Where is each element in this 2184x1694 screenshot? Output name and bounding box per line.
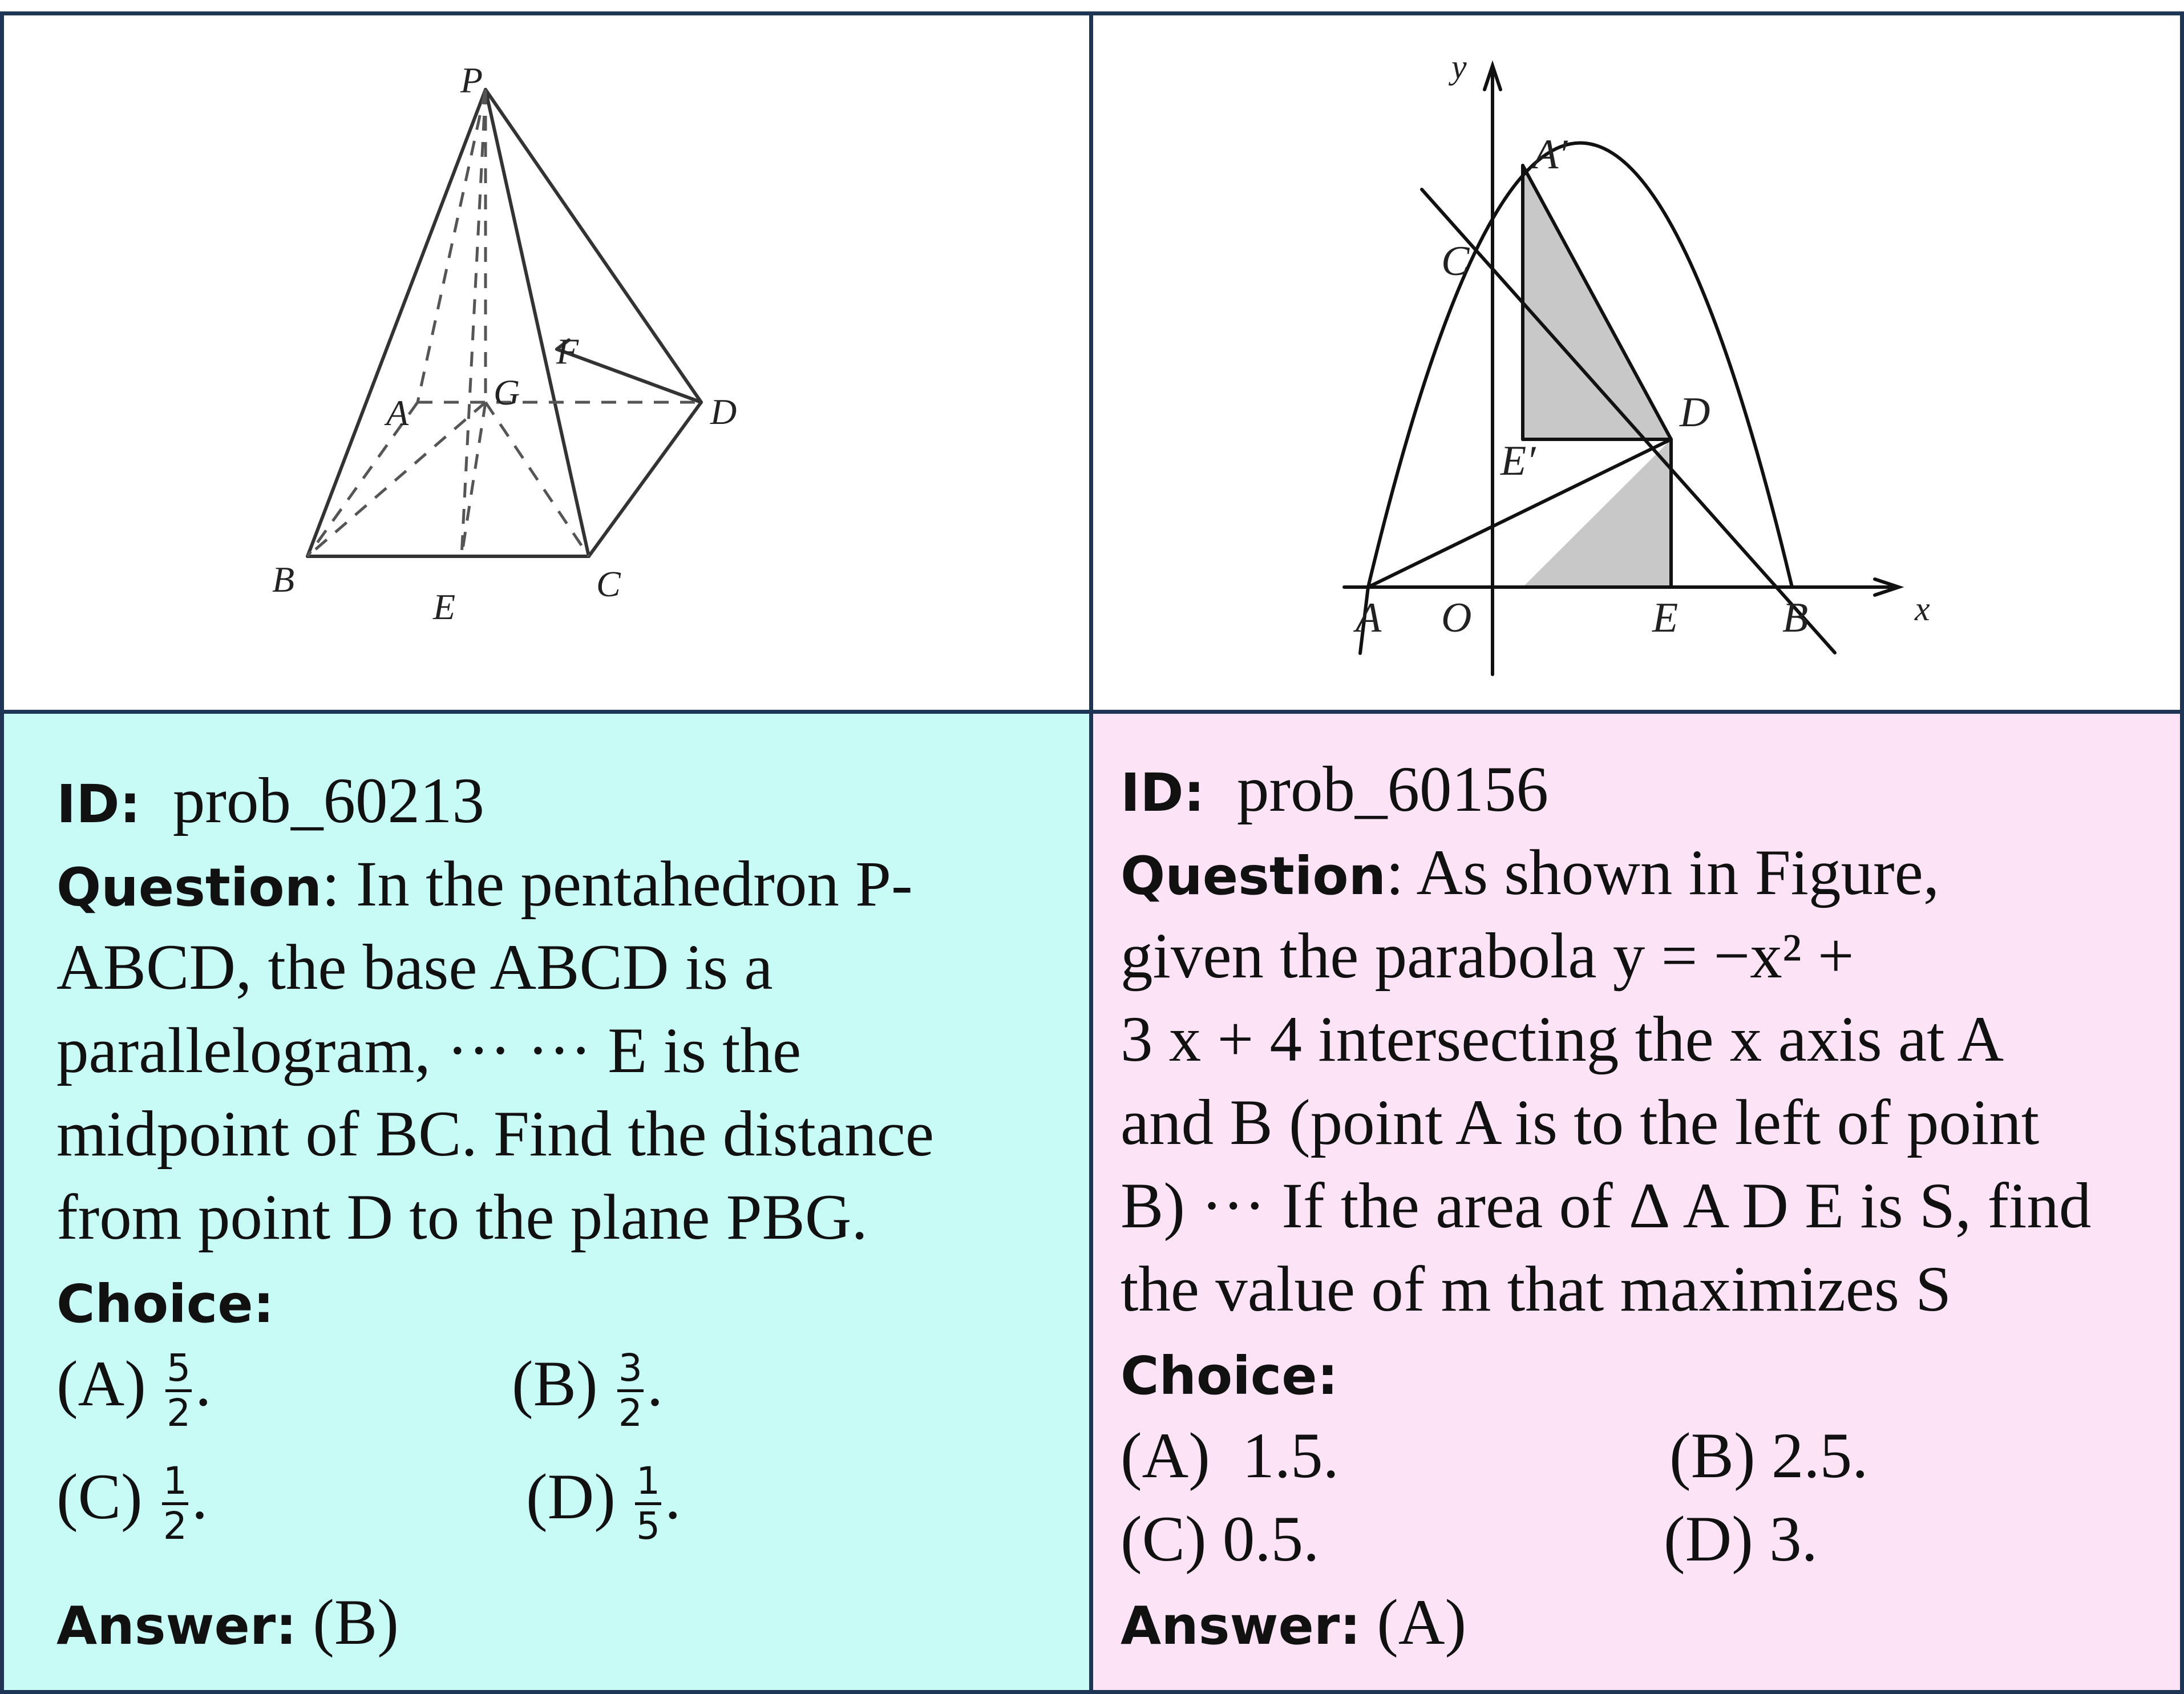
label-B: B — [272, 559, 295, 600]
choice-A-fraction: 5 2 — [167, 1345, 191, 1435]
question-text-1: : As shown in Figure, — [1386, 837, 1940, 908]
label-D: D — [1680, 389, 1710, 436]
problem-id-line — [1121, 748, 1548, 835]
pentahedron-figure-panel — [0, 11, 1093, 714]
question-line-2: ABCD, the base ABCD is a — [56, 932, 773, 1003]
question-line-6: the value of m that maximizes S — [1121, 1254, 1952, 1325]
question-label: Question — [1121, 846, 1386, 907]
choice-C-fraction: 1 2 — [163, 1458, 187, 1548]
answer-value: (B) — [313, 1587, 399, 1658]
choice-C[interactable] — [1121, 1498, 1319, 1581]
label-E: E — [433, 587, 456, 627]
choice-D[interactable] — [1664, 1498, 1818, 1581]
problem-id-line — [56, 759, 484, 846]
label-y: y — [1451, 48, 1467, 86]
answer-label: Answer: — [1121, 1595, 1361, 1656]
choice-D-fraction: 1 5 — [636, 1458, 661, 1548]
question-line-1 — [1121, 831, 1939, 918]
choice-A-tag: (A) — [56, 1348, 146, 1420]
choice-B-tag: (B) — [512, 1348, 598, 1420]
choice-B-fraction: 3 2 — [618, 1345, 642, 1435]
choice-D-tag: (D) — [1664, 1503, 1753, 1575]
choice-D-value: 3. — [1769, 1503, 1818, 1575]
label-D: D — [710, 391, 737, 432]
question-text-1: : In the pentahedron P- — [322, 848, 913, 920]
parabola-figure-panel — [1089, 11, 2184, 714]
choice-B-tag: (B) — [1669, 1420, 1756, 1491]
question-line-3: 3 x + 4 intersecting the x axis at A — [1121, 1004, 2004, 1075]
choice-label: Choice: — [56, 1273, 274, 1335]
label-E: E — [1652, 595, 1679, 641]
question-line-5: B) ··· If the area of Δ A D E is S, find — [1121, 1170, 2092, 1242]
label-F: F — [556, 331, 579, 371]
choice-heading — [56, 1259, 274, 1346]
label-E-prime: E′ — [1501, 438, 1536, 484]
question-line-1 — [56, 843, 913, 929]
question-line-4: midpoint of BC. Find the distance — [56, 1098, 934, 1170]
answer-value: (A) — [1377, 1587, 1467, 1658]
label-C: C — [596, 564, 621, 604]
choice-C[interactable]: (C) 1 2 . — [56, 1458, 208, 1548]
choice-D[interactable]: (D) 1 5 . — [526, 1458, 681, 1548]
choice-B[interactable]: (B) 3 2 . — [512, 1345, 664, 1435]
label-x: x — [1915, 590, 1930, 628]
problem-id: prob_60213 — [172, 765, 485, 836]
label-B: B — [1782, 595, 1809, 641]
question-line-4: and B (point A is to the left of point — [1121, 1087, 2040, 1158]
problem-id: prob_60156 — [1236, 754, 1549, 825]
label-A: A — [386, 393, 409, 433]
choice-B[interactable] — [1669, 1414, 1868, 1498]
parabola-figure — [1093, 15, 2180, 710]
label-P: P — [460, 60, 483, 100]
id-label: ID: — [1121, 762, 1205, 823]
left-problem-panel — [0, 710, 1093, 1694]
choice-D-tag: (D) — [526, 1461, 616, 1533]
question-line-5: from point D to the plane PBG. — [56, 1182, 868, 1253]
pentahedron-figure — [4, 15, 1089, 710]
choice-heading — [1121, 1331, 1338, 1418]
label-C: C — [1441, 238, 1470, 285]
choice-C-tag: (C) — [1121, 1503, 1207, 1575]
choice-A[interactable] — [1121, 1414, 1339, 1498]
choice-A-value: 1.5. — [1242, 1420, 1339, 1491]
choice-C-value: 0.5. — [1222, 1503, 1320, 1575]
label-O: O — [1441, 595, 1472, 641]
choice-C-tag: (C) — [56, 1461, 143, 1533]
choice-A-tag: (A) — [1121, 1420, 1210, 1491]
choice-label: Choice: — [1121, 1345, 1338, 1406]
choice-A[interactable]: (A) 5 2 . — [56, 1345, 212, 1435]
answer-line — [56, 1581, 399, 1668]
choice-B-value: 2.5. — [1771, 1420, 1868, 1491]
question-label: Question — [56, 857, 322, 918]
answer-label: Answer: — [56, 1595, 297, 1656]
id-label: ID: — [56, 774, 141, 835]
right-problem-panel — [1089, 710, 2184, 1694]
label-A-prime: A′ — [1532, 131, 1568, 178]
question-line-2: given the parabola y = −x² + — [1121, 920, 1854, 992]
answer-line — [1121, 1581, 1466, 1668]
label-A: A — [1356, 595, 1382, 641]
label-G: G — [494, 372, 520, 413]
question-line-3: parallelogram, ··· ··· E is the — [56, 1015, 802, 1086]
